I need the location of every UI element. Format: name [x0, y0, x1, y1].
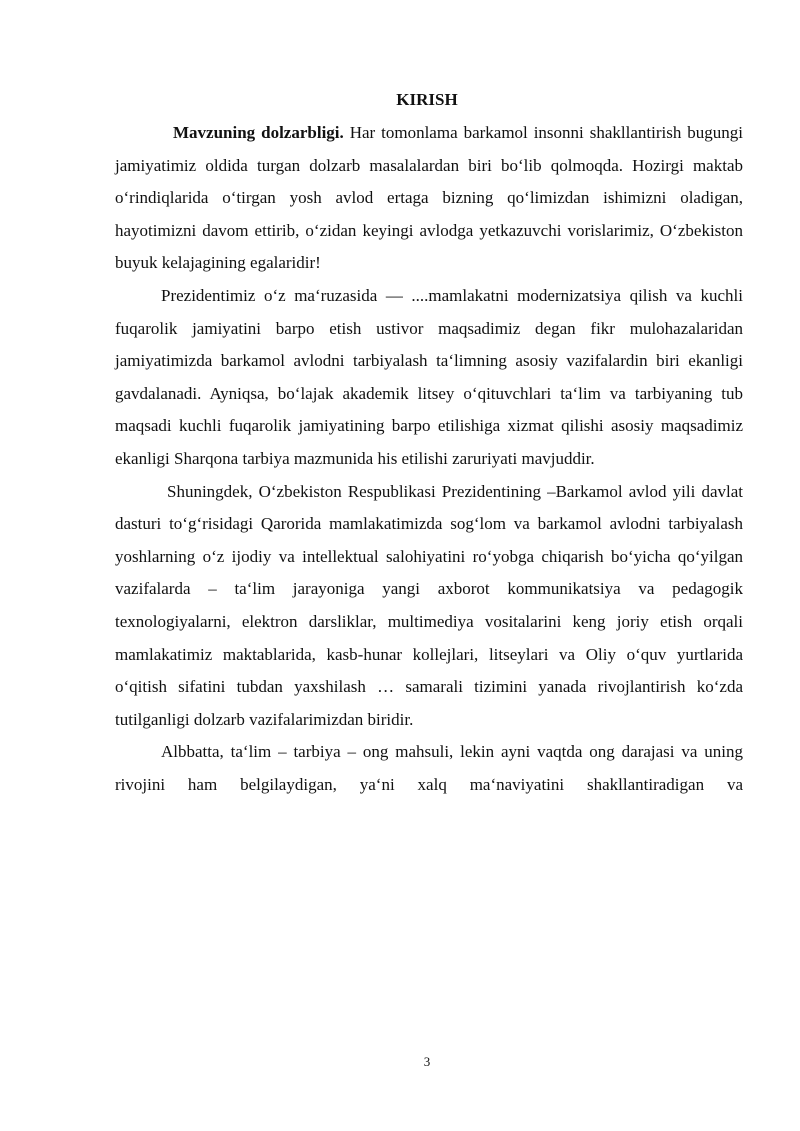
paragraph-lead-heading: Mavzuning dolzarbligi. — [173, 123, 344, 142]
paragraph-state-program: Shuningdek, O‘zbekiston Respublikasi Prezidentining –Barkamol avlod yili davlat dasturi to‘g‘risidagi Qarorida mamlakatimizda sog‘lom va barkamol avlodni tarbiyalash yoshlarning o‘z ijodiy va intellektual salohiyatini ro‘yobga chiqarish bo‘yicha qo‘yilgan vazifalarda – ta‘lim jarayoniga yangi axborot kommunikatsiya va pedagogik texnologiyalarni, elektron darsliklar, multimediya vositalarini keng joriy etish orqali mamlakatimiz maktablarida, kasb-hunar kollejlari, litseylari va Oliy o‘quv yurtlarida o‘qitish sifatini tubdan yaxshilash … samarali tizimini yanada rivojlantirish ko‘zda tutilganligi dolzarb vazifalarimizdan biridir. — [115, 481, 743, 729]
page-number: 3 — [423, 1054, 431, 1069]
paragraph-relevance — [115, 117, 743, 280]
body-text — [115, 117, 743, 801]
paragraph-education-consciousness: Albbatta, ta‘lim – tarbiya – ong mahsuli, lekin ayni vaqtda ong darajasi va uning rivojini ham belgilaydigan, ya‘ni xalq ma‘naviyatini shakllantiradigan va — [115, 742, 743, 794]
paragraph-president-speech: Prezidentimiz o‘z ma‘ruzasida — ....mamlakatni modernizatsiya qilish va kuchli fuqarolik jamiyatini barpo etish ustivor maqsadimiz degan fikr mulohazalaridan jamiyatimizda barkamol avlodni tarbiyalash ta‘limning asosiy vazifalardin biri ekanligi gavdalanadi. Ayniqsa, bo‘lajak akademik litsey o‘qituvchlari ta‘lim va tarbiyaning tub maqsadi kuchli fuqarolik jamiyatining barpo etilishiga xizmat qilishi asosiy maqsadimiz ekanligi Sharqona tarbiya mazmunida his etilishi zaruriyati mavjuddir. — [115, 285, 743, 468]
paragraph-relevance-text: Har tomonlama barkamol insonni shakllantirish bugungi jamiyatimiz oldida turgan dolzarb masalalardan biri bo‘lib qolmoqda. Hozirgi maktab o‘rindiqlarida o‘tirgan yosh avlod ertaga bizning qo‘limizdan ishimizni oladigan, hayotimizni davom ettirib, o‘zidan keyingi avlodga yetkazuvchi vorislarimiz, O‘zbekiston buyuk kelajagining egalaridir! — [115, 123, 743, 273]
section-title: KIRISH — [396, 90, 458, 109]
